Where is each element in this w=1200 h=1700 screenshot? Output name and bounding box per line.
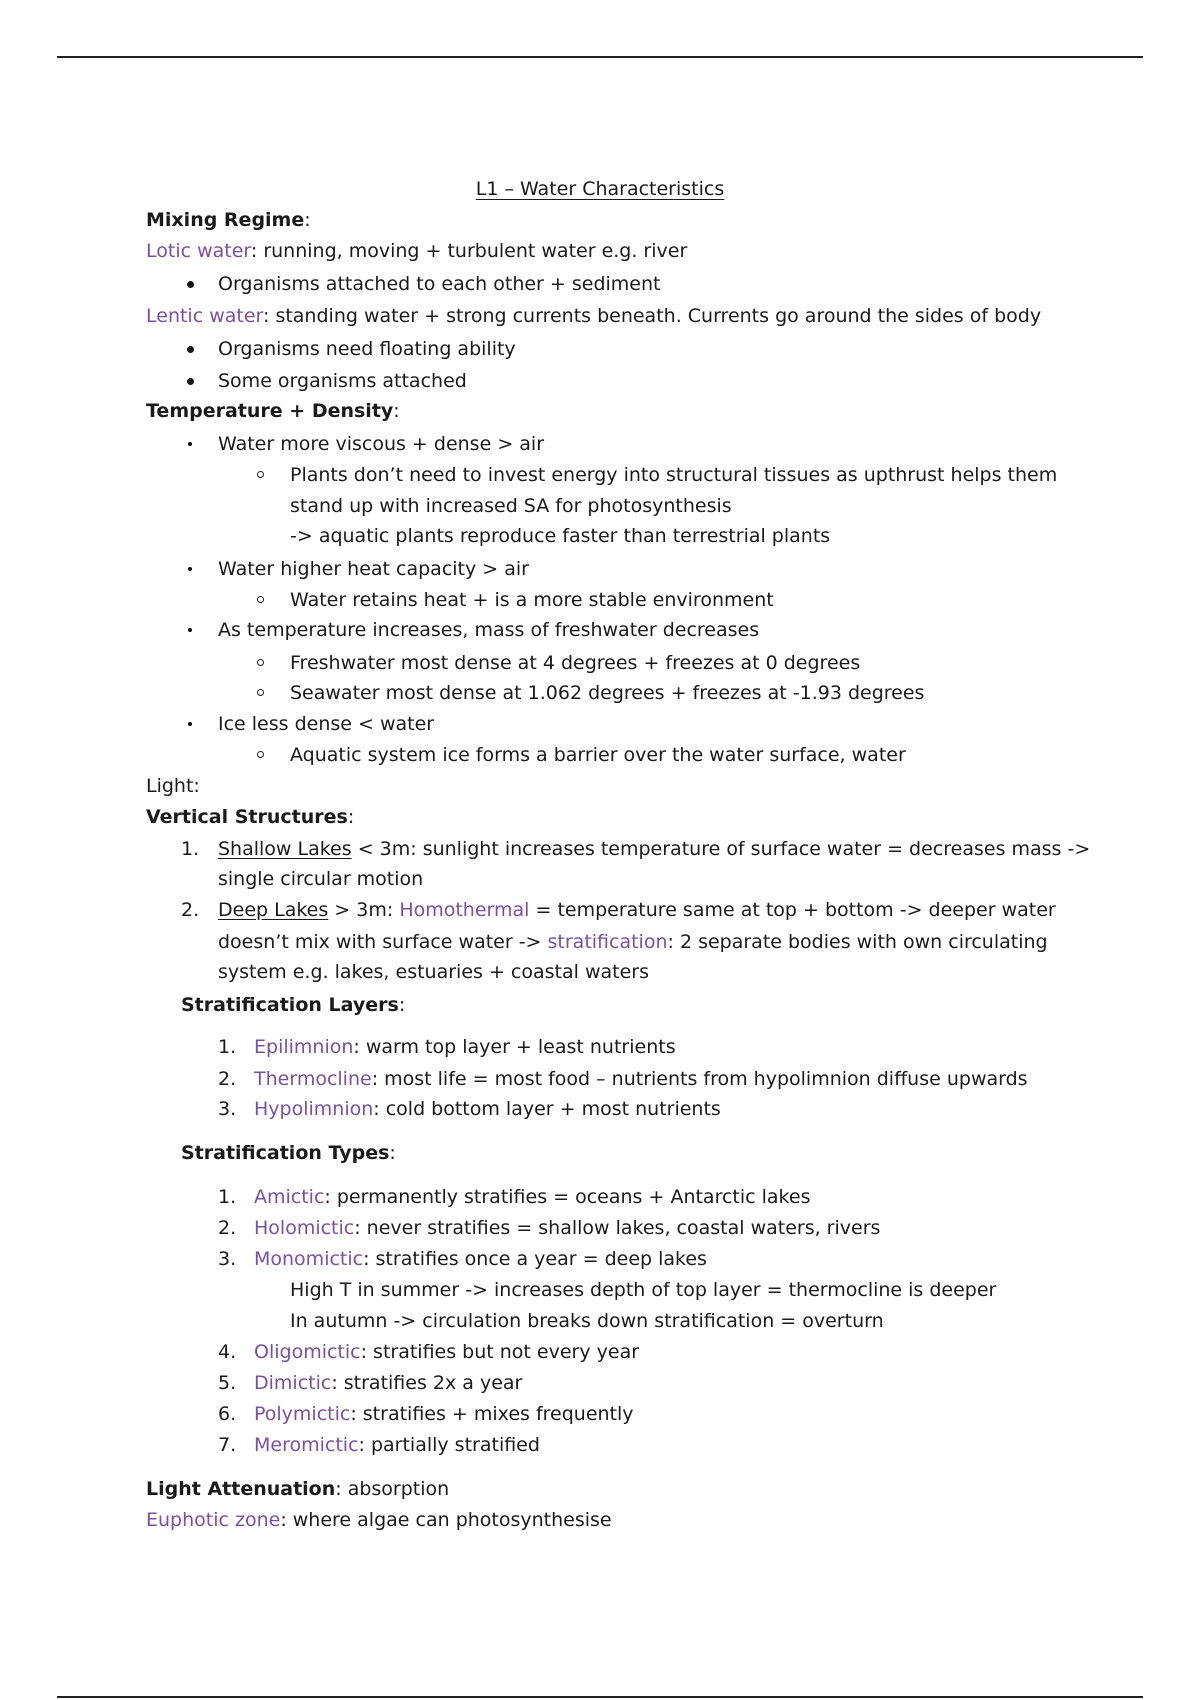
list-number: 5. xyxy=(218,1372,237,1394)
deep-lakes-line-2 xyxy=(218,929,1048,955)
type-item-polymictic xyxy=(254,1401,634,1427)
temperature-density-title: Temperature + Density xyxy=(146,400,394,422)
list-number: 7. xyxy=(218,1434,237,1456)
shallow-lakes-line-2: single circular motion xyxy=(218,868,424,890)
vertical-structures-heading xyxy=(146,804,354,830)
type-definition: : never stratifies = shallow lakes, coastal waters, rivers xyxy=(354,1217,881,1239)
light-label: Light: xyxy=(146,775,200,797)
type-term: Oligomictic xyxy=(254,1341,361,1363)
lentic-water-line xyxy=(146,303,1041,329)
heading-colon: : xyxy=(304,209,311,231)
type-item-meromictic xyxy=(254,1432,540,1458)
type-definition: : stratifies once a year = deep lakes xyxy=(363,1248,707,1270)
mixing-regime-heading xyxy=(146,207,311,233)
lotic-water-line xyxy=(146,238,687,264)
lotic-bullet-1: Organisms attached to each other + sediment xyxy=(218,273,661,295)
shallow-lakes-definition: < 3m: sunlight increases temperature of surface water = decreases mass -> xyxy=(351,838,1091,860)
temp-bullet-2: Water higher heat capacity > air xyxy=(218,558,529,580)
layer-term: Thermocline xyxy=(254,1068,372,1090)
temp-bullet-1: Water more viscous + dense > air xyxy=(218,433,545,455)
bullet-dot xyxy=(188,722,192,726)
sub-bullet-circle xyxy=(257,471,264,478)
homothermal-term: Homothermal xyxy=(399,899,530,921)
type-definition: : permanently stratifies = oceans + Antarctic lakes xyxy=(324,1186,811,1208)
layer-item-thermocline xyxy=(254,1066,1028,1092)
stratification-layers-title: Stratification Layers xyxy=(181,994,399,1016)
stratification-definition: : 2 separate bodies with own circulating xyxy=(667,931,1048,953)
heading-colon: : xyxy=(393,400,400,422)
temp-sub-1-line-1: Plants don’t need to invest energy into structural tissues as upthrust helps them xyxy=(290,464,1058,486)
list-number: 2. xyxy=(218,1068,237,1090)
temp-bullet-3: As temperature increases, mass of freshwater decreases xyxy=(218,619,760,641)
page-title: L1 – Water Characteristics xyxy=(475,178,725,200)
light-attenuation-title: Light Attenuation xyxy=(146,1478,336,1500)
heading-colon: : xyxy=(398,994,406,1016)
stratification-types-title: Stratification Types xyxy=(181,1142,390,1164)
temp-sub-5: Aquatic system ice forms a barrier over the water surface, water xyxy=(290,744,906,766)
monomictic-detail-2: In autumn -> circulation breaks down stratification = overturn xyxy=(290,1310,884,1332)
temp-sub-1-line-3: -> aquatic plants reproduce faster than terrestrial plants xyxy=(290,525,831,547)
list-number: 3. xyxy=(218,1248,237,1270)
temp-sub-2: Water retains heat + is a more stable environment xyxy=(290,589,774,611)
type-item-oligomictic xyxy=(254,1339,639,1365)
page-top-rule xyxy=(57,56,1143,58)
light-attenuation-definition: : absorption xyxy=(335,1478,450,1500)
lentic-water-definition: : standing water + strong currents beneath. Currents go around the sides of body xyxy=(263,305,1042,327)
vertical-structures-title: Vertical Structures xyxy=(146,806,348,828)
type-definition: : stratifies 2x a year xyxy=(331,1372,523,1394)
temperature-density-heading xyxy=(146,398,400,424)
type-item-monomictic xyxy=(254,1246,707,1272)
heading-colon: : xyxy=(347,806,355,828)
type-term: Meromictic xyxy=(254,1434,359,1456)
bullet-dot xyxy=(188,628,192,632)
temp-sub-1-line-2: stand up with increased SA for photosynthesis xyxy=(290,495,732,517)
stratification-types-heading xyxy=(181,1140,396,1166)
sub-bullet-circle xyxy=(257,659,264,666)
layer-term: Epilimnion xyxy=(254,1036,354,1058)
temp-sub-4: Seawater most dense at 1.062 degrees + freezes at -1.93 degrees xyxy=(290,682,925,704)
page-bottom-rule xyxy=(57,1696,1143,1698)
sub-bullet-circle xyxy=(257,751,264,758)
layer-item-hypolimnion xyxy=(254,1096,721,1122)
layer-definition: : most life = most food – nutrients from hypolimnion diffuse upwards xyxy=(371,1068,1028,1090)
sub-bullet-circle xyxy=(257,596,264,603)
shallow-lakes-line xyxy=(218,836,1090,862)
lentic-water-term: Lentic water xyxy=(146,305,263,327)
bullet-dot xyxy=(188,442,192,446)
list-number: 6. xyxy=(218,1403,237,1425)
list-number: 1. xyxy=(218,1036,237,1058)
list-number: 3. xyxy=(218,1098,237,1120)
temp-bullet-4: Ice less dense < water xyxy=(218,713,435,735)
type-term: Holomictic xyxy=(254,1217,355,1239)
type-item-amictic xyxy=(254,1184,810,1210)
stratification-term: stratification xyxy=(547,931,668,953)
lotic-water-definition: : running, moving + turbulent water e.g. river xyxy=(250,240,688,262)
type-definition: : partially stratified xyxy=(358,1434,540,1456)
list-number: 1. xyxy=(181,838,200,860)
deep-lakes-depth: > 3m: xyxy=(328,899,400,921)
list-number: 4. xyxy=(218,1341,237,1363)
bullet-dot xyxy=(187,281,194,288)
layer-term: Hypolimnion xyxy=(254,1098,374,1120)
sub-bullet-circle xyxy=(257,689,264,696)
deep-lakes-line-3: system e.g. lakes, estuaries + coastal waters xyxy=(218,961,649,983)
layer-item-epilimnion xyxy=(254,1034,676,1060)
bullet-dot xyxy=(187,346,194,353)
list-number: 1. xyxy=(218,1186,237,1208)
type-definition: : stratifies + mixes frequently xyxy=(350,1403,634,1425)
layer-definition: : cold bottom layer + most nutrients xyxy=(373,1098,721,1120)
type-term: Monomictic xyxy=(254,1248,364,1270)
type-item-holomictic xyxy=(254,1215,880,1241)
type-item-dimictic xyxy=(254,1370,522,1396)
lotic-water-term: Lotic water xyxy=(146,240,251,262)
type-term: Polymictic xyxy=(254,1403,351,1425)
mixing-regime-title: Mixing Regime xyxy=(146,209,305,231)
heading-colon: : xyxy=(389,1142,396,1164)
homothermal-definition: = temperature same at top + bottom -> deeper water xyxy=(529,899,1056,921)
euphotic-zone-line xyxy=(146,1507,612,1533)
bullet-dot xyxy=(188,567,192,571)
layer-definition: : warm top layer + least nutrients xyxy=(353,1036,676,1058)
list-number: 2. xyxy=(218,1217,237,1239)
bullet-dot xyxy=(187,378,194,385)
deep-lakes-line xyxy=(218,897,1056,923)
temp-sub-3: Freshwater most dense at 4 degrees + freezes at 0 degrees xyxy=(290,652,861,674)
euphotic-zone-definition: : where algae can photosynthesise xyxy=(280,1509,612,1531)
deep-lakes-term: Deep Lakes xyxy=(218,899,329,921)
stratification-layers-heading xyxy=(181,992,405,1018)
lentic-bullet-2: Some organisms attached xyxy=(218,370,467,392)
type-term: Dimictic xyxy=(254,1372,332,1394)
monomictic-detail-1: High T in summer -> increases depth of top layer = thermocline is deeper xyxy=(290,1279,997,1301)
light-attenuation-line xyxy=(146,1476,449,1502)
list-number: 2. xyxy=(181,899,200,921)
type-term: Amictic xyxy=(254,1186,325,1208)
euphotic-zone-term: Euphotic zone xyxy=(146,1509,281,1531)
deep-lakes-text: doesn’t mix with surface water -> xyxy=(218,931,548,953)
shallow-lakes-term: Shallow Lakes xyxy=(218,838,352,860)
type-definition: : stratifies but not every year xyxy=(360,1341,640,1363)
lentic-bullet-1: Organisms need floating ability xyxy=(218,338,516,360)
